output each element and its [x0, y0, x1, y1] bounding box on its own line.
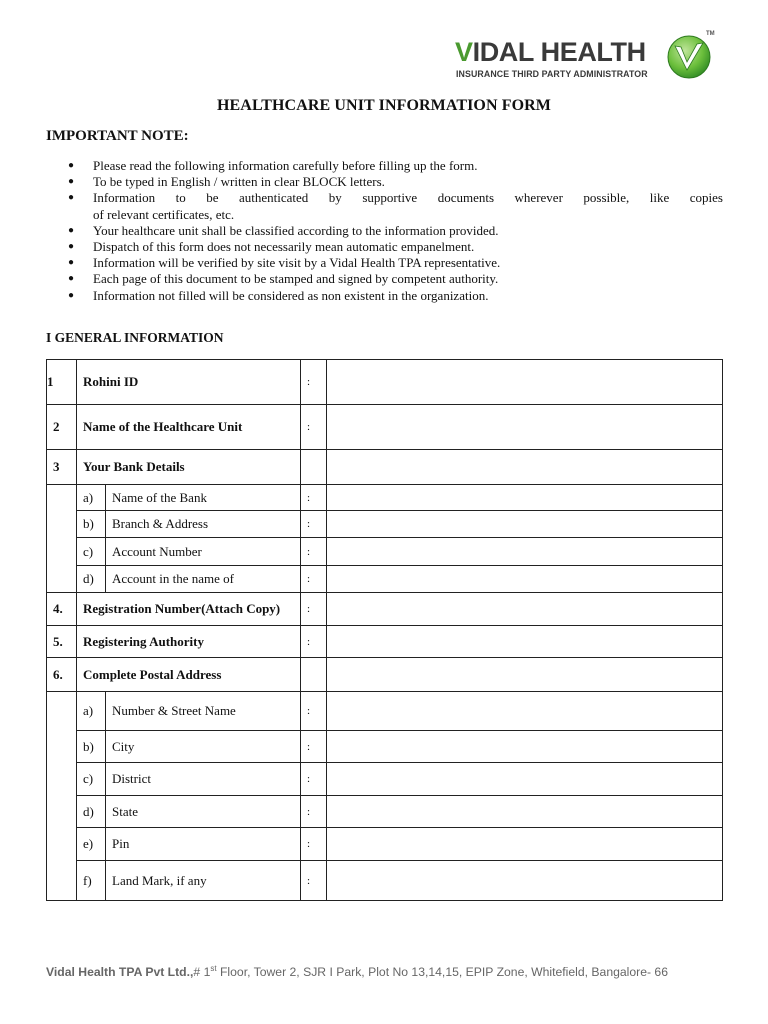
colon: : [301, 828, 327, 861]
empty-cell [47, 731, 77, 763]
sub-item-letter: d) [77, 796, 106, 828]
empty-cell [47, 763, 77, 796]
table-row [47, 796, 723, 828]
general-information-table [46, 359, 723, 901]
empty-cell [47, 828, 77, 861]
important-note-heading: IMPORTANT NOTE: [46, 128, 189, 144]
field-label-city: City [106, 731, 301, 763]
field-label-branch-address: Branch & Address [106, 511, 301, 538]
field-label-landmark: Land Mark, if any [106, 861, 301, 901]
bullet-icon: ● [68, 176, 75, 188]
logo-tagline: INSURANCE THIRD PARTY ADMINISTRATOR [456, 69, 648, 79]
note-item: ● Your healthcare unit shall be classified according to the information provided. [68, 222, 499, 238]
colon: : [301, 511, 327, 538]
empty-cell [47, 692, 77, 731]
account-holder-field[interactable] [327, 566, 723, 593]
empty-cell [301, 450, 327, 485]
empty-cell [47, 566, 77, 593]
table-row [47, 692, 723, 731]
footer-address-prefix: # 1 [193, 965, 211, 980]
table-row [47, 861, 723, 901]
state-field[interactable] [327, 796, 723, 828]
registering-authority-field[interactable] [327, 626, 723, 658]
table-row [47, 731, 723, 763]
colon: : [301, 731, 327, 763]
field-label-healthcare-unit-name: Name of the Healthcare Unit [77, 405, 301, 450]
landmark-field[interactable] [327, 861, 723, 901]
sub-item-letter: e) [77, 828, 106, 861]
field-label-registering-authority: Registering Authority [77, 626, 301, 658]
note-item: ● Information to be authenticated by supportive documents wherever possible, like copies of relevant certificates, etc. [68, 190, 723, 222]
bullet-icon: ● [68, 257, 75, 269]
note-item: ● To be typed in English / written in clear BLOCK letters. [68, 174, 385, 190]
table-row [47, 450, 723, 485]
form-title: HEALTHCARE UNIT INFORMATION FORM [216, 97, 552, 114]
empty-cell [47, 485, 77, 511]
colon: : [301, 593, 327, 626]
district-field[interactable] [327, 763, 723, 796]
colon: : [301, 626, 327, 658]
note-item: ● Dispatch of this form does not necessarily mean automatic empanelment. [68, 239, 475, 255]
note-item: ● Information will be verified by site visit by a Vidal Health TPA representative. [68, 255, 501, 271]
row-number: 5. [47, 626, 77, 658]
row-number: 1 [47, 360, 77, 405]
empty-cell [47, 796, 77, 828]
row-number: 4. [47, 593, 77, 626]
row-number: 2 [47, 405, 77, 450]
sub-item-letter: a) [77, 485, 106, 511]
sub-item-letter: c) [77, 538, 106, 566]
field-label-district: District [106, 763, 301, 796]
field-label-postal-address: Complete Postal Address [77, 658, 301, 692]
empty-cell [301, 658, 327, 692]
bullet-icon: ● [68, 241, 75, 253]
colon: : [301, 861, 327, 901]
section-heading-general-information: I GENERAL INFORMATION [46, 330, 224, 345]
pin-field[interactable] [327, 828, 723, 861]
field-label-rohini-id: Rohini ID [77, 360, 301, 405]
note-item: ● Each page of this document to be stamped and signed by competent authority. [68, 271, 499, 287]
row-number: 6. [47, 658, 77, 692]
important-notes-list [66, 158, 723, 304]
note-continuation: of relevant certificates, etc. [93, 206, 235, 222]
table-row [47, 593, 723, 626]
table-row [47, 485, 723, 511]
page-footer [46, 964, 668, 979]
colon: : [301, 360, 327, 405]
bullet-icon: ● [68, 224, 75, 236]
colon: : [301, 485, 327, 511]
field-label-registration-number: Registration Number(Attach Copy) [77, 593, 301, 626]
rohini-id-field[interactable] [327, 360, 723, 405]
logo-v-check-icon [666, 34, 712, 80]
field-label-street: Number & Street Name [106, 692, 301, 731]
table-row [47, 360, 723, 405]
field-label-bank-name: Name of the Bank [106, 485, 301, 511]
logo-trademark: TM [706, 31, 715, 37]
row-number: 3 [47, 450, 77, 485]
field-label-bank-details: Your Bank Details [77, 450, 301, 485]
empty-cell [47, 511, 77, 538]
sub-item-letter: d) [77, 566, 106, 593]
table-row [47, 658, 723, 692]
field-label-account-holder: Account in the name of [106, 566, 301, 593]
table-row [47, 566, 723, 593]
footer-address: Floor, Tower 2, SJR I Park, Plot No 13,14,15, EPIP Zone, Whitefield, Bangalore- 66 [216, 965, 668, 980]
sub-item-letter: a) [77, 692, 106, 731]
sub-item-letter: c) [77, 763, 106, 796]
bullet-icon: ● [68, 192, 75, 204]
colon: : [301, 538, 327, 566]
empty-cell [327, 450, 723, 485]
empty-cell [327, 658, 723, 692]
logo-wordmark-initial: V [455, 37, 473, 67]
colon: : [301, 692, 327, 731]
footer-address-superscript: st [210, 964, 217, 973]
logo-wordmark: VIDAL HEALTH [455, 37, 646, 67]
sub-item-letter: b) [77, 511, 106, 538]
footer-company: Vidal Health TPA Pvt Ltd., [46, 965, 194, 980]
field-label-pin: Pin [106, 828, 301, 861]
field-label-account-number: Account Number [106, 538, 301, 566]
note-item: ● Information not filled will be considered as non existent in the organization. [68, 287, 489, 303]
colon: : [301, 405, 327, 450]
table-row [47, 828, 723, 861]
account-number-field[interactable] [327, 538, 723, 566]
table-row [47, 511, 723, 538]
branch-address-field[interactable] [327, 511, 723, 538]
empty-cell [47, 538, 77, 566]
table-row [47, 538, 723, 566]
field-label-state: State [106, 796, 301, 828]
bullet-icon: ● [68, 273, 75, 285]
table-row [47, 626, 723, 658]
street-field[interactable] [327, 692, 723, 731]
registration-number-field[interactable] [327, 593, 723, 626]
colon: : [301, 796, 327, 828]
sub-item-letter: f) [77, 861, 106, 901]
colon: : [301, 763, 327, 796]
vidal-health-logo [455, 31, 717, 84]
city-field[interactable] [327, 731, 723, 763]
bank-name-field[interactable] [327, 485, 723, 511]
table-row [47, 763, 723, 796]
bullet-icon: ● [68, 289, 75, 301]
colon: : [301, 566, 327, 593]
bullet-icon: ● [68, 160, 75, 171]
sub-item-letter: b) [77, 731, 106, 763]
empty-cell [47, 861, 77, 901]
table-row [47, 405, 723, 450]
note-item: ● Please read the following information carefully before filling up the form. [68, 158, 478, 173]
healthcare-unit-name-field[interactable] [327, 405, 723, 450]
